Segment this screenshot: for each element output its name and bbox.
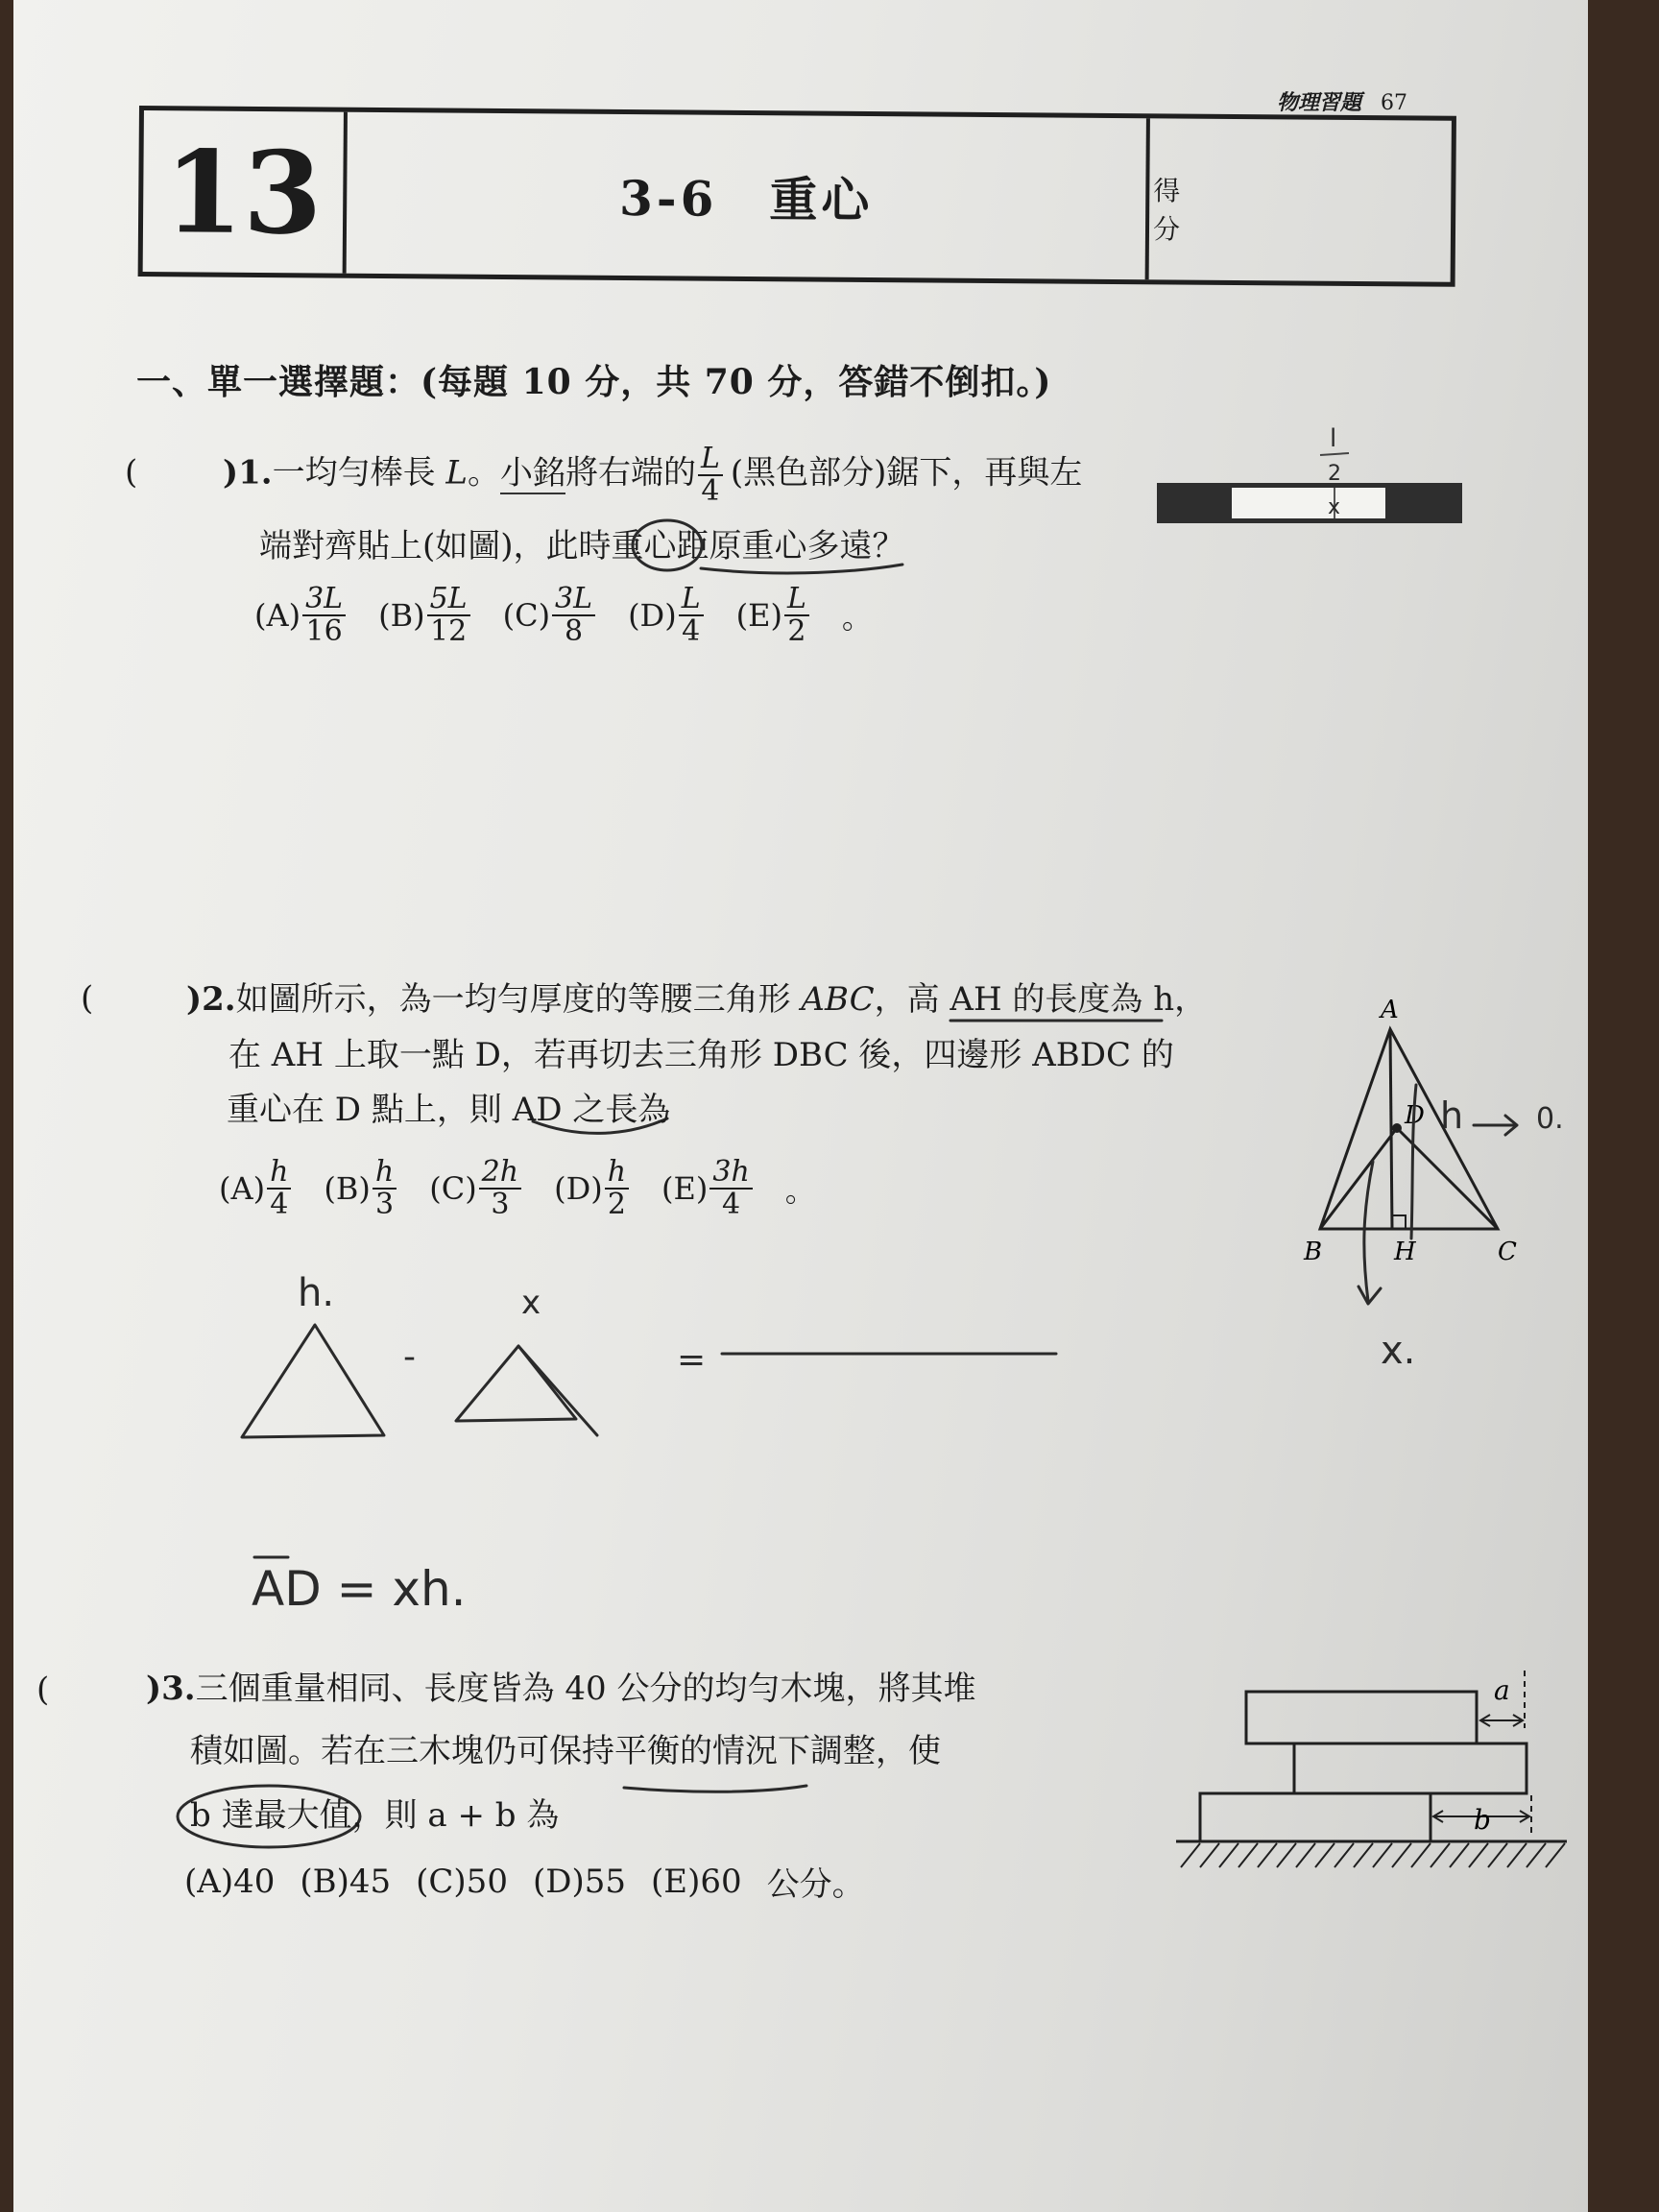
lesson-number: 13 <box>143 110 348 274</box>
score-label: 得 分 <box>1152 175 1181 246</box>
q3-option-a[interactable]: (A)40 <box>184 1862 276 1901</box>
q1-line2: 端對齊貼上(如圖)，此時重心距原重心多遠？ <box>259 527 905 565</box>
q1-option-a[interactable]: (A) $\frac{3L}{16}$ <box>254 584 353 646</box>
q1-circled-word: 重心 <box>611 527 677 565</box>
q2-option-c[interactable]: (C) $\frac{2h}{3}$ <box>429 1157 529 1219</box>
q3-line1: )3.三個重量相同、長度皆為 40 公分的均勻木塊，將其堆 <box>146 1670 976 1708</box>
q1-underline-mark <box>701 565 902 573</box>
q1-option-b[interactable]: (B) $\frac{5L}{12}$ <box>378 584 478 646</box>
q2-option-e[interactable]: (E) $\frac{3h}{4}$ <box>661 1157 760 1219</box>
q2-hand-arrow-down <box>1358 1162 1381 1304</box>
q3-label-a: a <box>1494 1674 1510 1706</box>
q2-hand-eq: = <box>677 1340 707 1380</box>
q1-note-x: x <box>1328 495 1341 519</box>
q2-number: )2. <box>186 980 236 1019</box>
q3-answer-paren: ( <box>36 1671 50 1709</box>
q3-unit: 公分。 <box>766 1865 865 1904</box>
q2-label-a: A <box>1381 996 1399 1024</box>
page-number: 67 <box>1381 91 1408 115</box>
q2-option-d[interactable]: (D) $\frac{h}{2}$ <box>554 1157 637 1219</box>
q2-hand-minus: - <box>403 1337 416 1377</box>
q3-option-d[interactable]: (D)55 <box>532 1862 627 1901</box>
q2-label-c: C <box>1498 1238 1517 1266</box>
q2-label-h: H <box>1394 1238 1416 1266</box>
q1-underlined-phrase: 距原重心多遠？ <box>676 527 905 565</box>
q2-line3: 重心在 D 點上，則 AD 之長為 <box>227 1091 671 1129</box>
q1-bar-white-part <box>1232 488 1385 518</box>
q1-answer-paren: ( <box>125 453 138 492</box>
q2-option-a[interactable]: (A) $\frac{h}{4}$ <box>219 1157 299 1219</box>
q1-option-e[interactable]: (E) $\frac{L}{2}$ <box>736 584 817 646</box>
q1-note-mid: 2 <box>1328 462 1341 486</box>
q1-note-top: l <box>1330 424 1337 453</box>
q3-block-top <box>1246 1692 1477 1743</box>
q2-hand-result: AD = xh. <box>252 1561 467 1617</box>
q2-hand-x: x <box>521 1284 541 1322</box>
q1-name: 小銘 <box>499 453 565 493</box>
q2-hand-arrow-label: 0. <box>1536 1102 1564 1136</box>
q3-line3: b 達最大值，則 a + b 為 <box>190 1796 560 1835</box>
q2-hand-triangle-2 <box>456 1346 576 1421</box>
q3-label-b: b <box>1474 1804 1491 1836</box>
q3-option-e[interactable]: (E)60 <box>651 1862 742 1901</box>
q2-answer-paren: ( <box>81 979 94 1018</box>
q1-circle-mark <box>633 520 702 570</box>
q3-option-b[interactable]: (B)45 <box>300 1862 392 1901</box>
q2-line1: )2.如圖所示，為一均勻厚度的等腰三角形 ABC，高 AH 的長度為 h， <box>186 980 1208 1019</box>
q1-line1: )1.一均勻棒長 L。小銘將右端的 $\frac{L}{4}$ (黑色部分)鋸下，再與左 <box>223 442 1083 508</box>
book-title: 物理習題 <box>1277 90 1362 115</box>
q2-hand-arrow-right <box>1474 1116 1517 1135</box>
q2-hand-fig-x: x. <box>1381 1329 1416 1373</box>
q3-block-bottom <box>1200 1793 1431 1841</box>
lesson-title: 3-6 重心 <box>347 112 1150 280</box>
q3-underline-mark <box>624 1786 806 1791</box>
q2-line2: 在 AH 上取一點 D，若再切去三角形 DBC 後，四邊形 ABDC 的 <box>228 1036 1174 1074</box>
q1-fraction: $\frac{L}{4}$ <box>698 444 723 506</box>
q3-circled-phrase: b 達最大值 <box>190 1796 352 1835</box>
q1-options: (A) $\frac{3L}{16}$ (B) $\frac{5L}{12}$ (C) $\frac{3L}{8}$ (D) $\frac{L}{4}$ (E) $\frac{L}{2}$ 。 <box>254 582 873 648</box>
q1-option-c[interactable]: (C) $\frac{3L}{8}$ <box>503 584 603 646</box>
q3-block-middle <box>1294 1743 1527 1793</box>
section-heading: 一、單一選擇題：(每題 10 分，共 70 分，答錯不倒扣。) <box>136 362 1052 402</box>
q2-label-b: B <box>1304 1238 1323 1266</box>
q2-hand-fig-h: h <box>1440 1094 1464 1137</box>
q2-hand-h: h. <box>298 1271 335 1315</box>
q2-hand-triangle-1 <box>242 1325 384 1437</box>
q1-option-d[interactable]: (D) $\frac{L}{4}$ <box>628 584 711 646</box>
q3-option-c[interactable]: (C)50 <box>416 1862 508 1901</box>
q3-number: )3. <box>146 1670 196 1708</box>
q3-options <box>184 1858 865 1905</box>
q3-ground-hatch <box>1181 1843 1565 1867</box>
q1-number: )1. <box>223 453 273 493</box>
q2-label-d: D <box>1405 1101 1425 1130</box>
q2-options: (A) $\frac{h}{4}$ (B) $\frac{h}{3}$ (C) $\frac{2h}{3}$ (D) $\frac{h}{2}$ (E) $\frac{3h}{4}$ 。 <box>219 1155 816 1221</box>
q2-option-b[interactable]: (B) $\frac{h}{3}$ <box>324 1157 404 1219</box>
q3-line2: 積如圖。若在三木塊仍可保持平衡的情況下調整，使 <box>190 1732 941 1770</box>
